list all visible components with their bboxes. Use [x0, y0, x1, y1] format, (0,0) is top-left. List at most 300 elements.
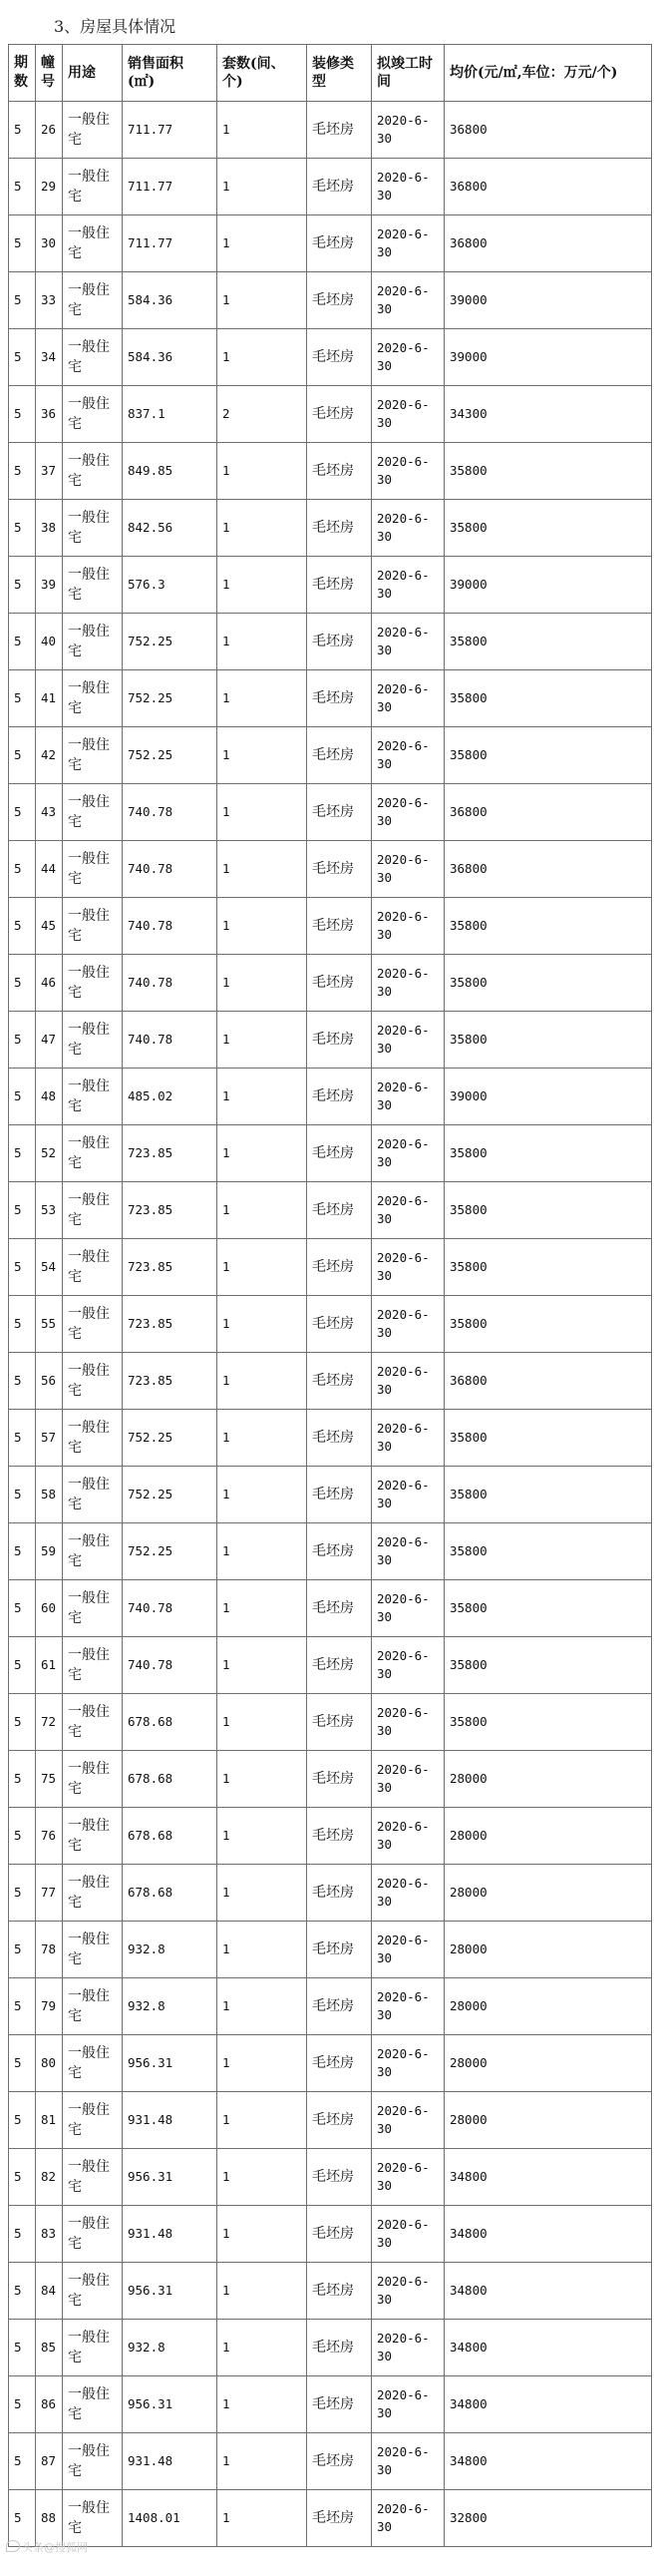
- finish-cell: 毛坯房: [307, 159, 372, 215]
- finish-cell: 毛坯房: [307, 215, 372, 272]
- phase-cell: 5: [9, 2490, 36, 2547]
- count-cell: 1: [217, 1069, 307, 1125]
- area-cell: 931.48: [123, 2092, 217, 2149]
- phase-cell: 5: [9, 2206, 36, 2263]
- price-cell: 35800: [445, 1523, 652, 1580]
- phase-cell: 5: [9, 1865, 36, 1922]
- price-cell: 35800: [445, 1467, 652, 1523]
- count-cell: 1: [217, 1694, 307, 1751]
- area-cell: 752.25: [123, 727, 217, 784]
- building-cell: 38: [36, 500, 63, 557]
- building-cell: 72: [36, 1694, 63, 1751]
- completion-cell: 2020-6-30: [372, 1182, 445, 1239]
- table-row: [9, 159, 652, 215]
- table-row: [9, 2092, 652, 2149]
- table-row: [9, 2206, 652, 2263]
- price-cell: 28000: [445, 1751, 652, 1808]
- price-cell: 34800: [445, 2149, 652, 2206]
- use-cell: 一般住宅: [63, 1922, 123, 1978]
- table-row: [9, 2320, 652, 2376]
- use-cell: 一般住宅: [63, 2263, 123, 2320]
- building-cell: 47: [36, 1012, 63, 1069]
- price-cell: 34800: [445, 2206, 652, 2263]
- use-cell: 一般住宅: [63, 272, 123, 329]
- phase-cell: 5: [9, 1296, 36, 1353]
- completion-cell: 2020-6-30: [372, 955, 445, 1012]
- phase-cell: 5: [9, 1637, 36, 1694]
- price-cell: 39000: [445, 272, 652, 329]
- building-cell: 88: [36, 2490, 63, 2547]
- completion-cell: 2020-6-30: [372, 2092, 445, 2149]
- table-row: [9, 215, 652, 272]
- use-cell: 一般住宅: [63, 2035, 123, 2092]
- table-row: [9, 1125, 652, 1182]
- finish-cell: 毛坯房: [307, 1637, 372, 1694]
- count-cell: 1: [217, 2433, 307, 2490]
- area-cell: 485.02: [123, 1069, 217, 1125]
- price-cell: 39000: [445, 329, 652, 386]
- building-cell: 85: [36, 2320, 63, 2376]
- phase-cell: 5: [9, 1353, 36, 1410]
- finish-cell: 毛坯房: [307, 2376, 372, 2433]
- completion-cell: 2020-6-30: [372, 386, 445, 443]
- building-cell: 80: [36, 2035, 63, 2092]
- completion-cell: 2020-6-30: [372, 1580, 445, 1637]
- count-cell: 1: [217, 443, 307, 500]
- building-cell: 46: [36, 955, 63, 1012]
- finish-cell: 毛坯房: [307, 841, 372, 898]
- price-cell: 28000: [445, 2035, 652, 2092]
- building-cell: 39: [36, 557, 63, 614]
- table-row: [9, 1467, 652, 1523]
- completion-cell: 2020-6-30: [372, 443, 445, 500]
- building-cell: 29: [36, 159, 63, 215]
- finish-cell: 毛坯房: [307, 1410, 372, 1467]
- phase-cell: 5: [9, 1069, 36, 1125]
- use-cell: 一般住宅: [63, 898, 123, 955]
- area-cell: 740.78: [123, 1580, 217, 1637]
- completion-cell: 2020-6-30: [372, 272, 445, 329]
- price-cell: 32800: [445, 2490, 652, 2547]
- table-row: [9, 557, 652, 614]
- count-cell: 1: [217, 898, 307, 955]
- price-cell: 36800: [445, 1353, 652, 1410]
- building-cell: 54: [36, 1239, 63, 1296]
- completion-cell: 2020-6-30: [372, 727, 445, 784]
- area-cell: 740.78: [123, 784, 217, 841]
- table-row: [9, 841, 652, 898]
- table-row: [9, 329, 652, 386]
- use-cell: 一般住宅: [63, 386, 123, 443]
- col-header-count: 套数(间、个): [217, 45, 307, 102]
- completion-cell: 2020-6-30: [372, 2490, 445, 2547]
- table-row: [9, 784, 652, 841]
- finish-cell: 毛坯房: [307, 1239, 372, 1296]
- completion-cell: 2020-6-30: [372, 2149, 445, 2206]
- building-cell: 56: [36, 1353, 63, 1410]
- table-body: [9, 102, 652, 2547]
- area-cell: 584.36: [123, 272, 217, 329]
- phase-cell: 5: [9, 1580, 36, 1637]
- price-cell: 34800: [445, 2376, 652, 2433]
- phase-cell: 5: [9, 386, 36, 443]
- area-cell: 576.3: [123, 557, 217, 614]
- price-cell: 36800: [445, 215, 652, 272]
- use-cell: 一般住宅: [63, 2320, 123, 2376]
- completion-cell: 2020-6-30: [372, 2433, 445, 2490]
- count-cell: 1: [217, 2320, 307, 2376]
- use-cell: 一般住宅: [63, 1694, 123, 1751]
- completion-cell: 2020-6-30: [372, 841, 445, 898]
- completion-cell: 2020-6-30: [372, 2376, 445, 2433]
- finish-cell: 毛坯房: [307, 1978, 372, 2035]
- price-cell: 35800: [445, 670, 652, 727]
- building-cell: 82: [36, 2149, 63, 2206]
- count-cell: 1: [217, 1808, 307, 1865]
- finish-cell: 毛坯房: [307, 1467, 372, 1523]
- use-cell: 一般住宅: [63, 727, 123, 784]
- count-cell: 1: [217, 1751, 307, 1808]
- count-cell: 1: [217, 727, 307, 784]
- count-cell: 1: [217, 2149, 307, 2206]
- area-cell: 956.31: [123, 2149, 217, 2206]
- area-cell: 678.68: [123, 1808, 217, 1865]
- price-cell: 36800: [445, 102, 652, 159]
- area-cell: 740.78: [123, 1012, 217, 1069]
- building-cell: 45: [36, 898, 63, 955]
- table-row: [9, 1751, 652, 1808]
- table-row: [9, 670, 652, 727]
- finish-cell: 毛坯房: [307, 1069, 372, 1125]
- phase-cell: 5: [9, 2433, 36, 2490]
- area-cell: 740.78: [123, 955, 217, 1012]
- count-cell: 1: [217, 841, 307, 898]
- finish-cell: 毛坯房: [307, 1922, 372, 1978]
- count-cell: 1: [217, 1410, 307, 1467]
- count-cell: 1: [217, 272, 307, 329]
- price-cell: 35800: [445, 898, 652, 955]
- phase-cell: 5: [9, 614, 36, 670]
- area-cell: 740.78: [123, 841, 217, 898]
- table-row: [9, 2263, 652, 2320]
- table-row: [9, 1978, 652, 2035]
- completion-cell: 2020-6-30: [372, 898, 445, 955]
- area-cell: 723.85: [123, 1353, 217, 1410]
- table-row: [9, 1637, 652, 1694]
- table-row: [9, 2149, 652, 2206]
- building-cell: 36: [36, 386, 63, 443]
- use-cell: 一般住宅: [63, 2433, 123, 2490]
- phase-cell: 5: [9, 2149, 36, 2206]
- completion-cell: 2020-6-30: [372, 1410, 445, 1467]
- use-cell: 一般住宅: [63, 2092, 123, 2149]
- phase-cell: 5: [9, 2320, 36, 2376]
- table-row: [9, 1865, 652, 1922]
- area-cell: 723.85: [123, 1125, 217, 1182]
- area-cell: 678.68: [123, 1694, 217, 1751]
- building-cell: 81: [36, 2092, 63, 2149]
- completion-cell: 2020-6-30: [372, 2206, 445, 2263]
- finish-cell: 毛坯房: [307, 614, 372, 670]
- area-cell: 584.36: [123, 329, 217, 386]
- finish-cell: 毛坯房: [307, 1296, 372, 1353]
- price-cell: 36800: [445, 159, 652, 215]
- price-cell: 34800: [445, 2433, 652, 2490]
- phase-cell: 5: [9, 443, 36, 500]
- finish-cell: 毛坯房: [307, 1694, 372, 1751]
- phase-cell: 5: [9, 841, 36, 898]
- completion-cell: 2020-6-30: [372, 1069, 445, 1125]
- use-cell: 一般住宅: [63, 2149, 123, 2206]
- count-cell: 1: [217, 2490, 307, 2547]
- use-cell: 一般住宅: [63, 1865, 123, 1922]
- completion-cell: 2020-6-30: [372, 1353, 445, 1410]
- phase-cell: 5: [9, 1694, 36, 1751]
- finish-cell: 毛坯房: [307, 1751, 372, 1808]
- area-cell: 752.25: [123, 1467, 217, 1523]
- table-row: [9, 1580, 652, 1637]
- completion-cell: 2020-6-30: [372, 1694, 445, 1751]
- completion-cell: 2020-6-30: [372, 2035, 445, 2092]
- finish-cell: 毛坯房: [307, 557, 372, 614]
- table-row: [9, 500, 652, 557]
- finish-cell: 毛坯房: [307, 1808, 372, 1865]
- price-cell: 35800: [445, 1182, 652, 1239]
- phase-cell: 5: [9, 670, 36, 727]
- building-cell: 26: [36, 102, 63, 159]
- table-row: [9, 1353, 652, 1410]
- count-cell: 1: [217, 1580, 307, 1637]
- use-cell: 一般住宅: [63, 2376, 123, 2433]
- finish-cell: 毛坯房: [307, 1865, 372, 1922]
- completion-cell: 2020-6-30: [372, 1637, 445, 1694]
- area-cell: 723.85: [123, 1182, 217, 1239]
- completion-cell: 2020-6-30: [372, 1296, 445, 1353]
- price-cell: 35800: [445, 1694, 652, 1751]
- price-cell: 34800: [445, 2263, 652, 2320]
- area-cell: 837.1: [123, 386, 217, 443]
- count-cell: 1: [217, 1182, 307, 1239]
- count-cell: 1: [217, 614, 307, 670]
- table-row: [9, 955, 652, 1012]
- completion-cell: 2020-6-30: [372, 1808, 445, 1865]
- price-cell: 35800: [445, 1012, 652, 1069]
- completion-cell: 2020-6-30: [372, 1978, 445, 2035]
- use-cell: 一般住宅: [63, 443, 123, 500]
- area-cell: 752.25: [123, 1410, 217, 1467]
- use-cell: 一般住宅: [63, 670, 123, 727]
- col-header-building: 幢号: [36, 45, 63, 102]
- price-cell: 35800: [445, 443, 652, 500]
- price-cell: 28000: [445, 1978, 652, 2035]
- use-cell: 一般住宅: [63, 1580, 123, 1637]
- area-cell: 849.85: [123, 443, 217, 500]
- completion-cell: 2020-6-30: [372, 1751, 445, 1808]
- col-header-price: 均价(元/㎡,车位：万元/个): [445, 45, 652, 102]
- building-cell: 79: [36, 1978, 63, 2035]
- count-cell: 1: [217, 102, 307, 159]
- count-cell: 1: [217, 784, 307, 841]
- phase-cell: 5: [9, 2092, 36, 2149]
- count-cell: 1: [217, 1922, 307, 1978]
- finish-cell: 毛坯房: [307, 272, 372, 329]
- use-cell: 一般住宅: [63, 1239, 123, 1296]
- phase-cell: 5: [9, 272, 36, 329]
- price-cell: 35800: [445, 955, 652, 1012]
- count-cell: 1: [217, 2206, 307, 2263]
- finish-cell: 毛坯房: [307, 2206, 372, 2263]
- section-heading: 3、房屋具体情况: [54, 17, 176, 36]
- building-cell: 76: [36, 1808, 63, 1865]
- price-cell: 28000: [445, 1865, 652, 1922]
- building-cell: 53: [36, 1182, 63, 1239]
- area-cell: 740.78: [123, 1637, 217, 1694]
- area-cell: 956.31: [123, 2035, 217, 2092]
- price-cell: 35800: [445, 1296, 652, 1353]
- count-cell: 1: [217, 1865, 307, 1922]
- use-cell: 一般住宅: [63, 955, 123, 1012]
- building-cell: 34: [36, 329, 63, 386]
- price-cell: 28000: [445, 2092, 652, 2149]
- completion-cell: 2020-6-30: [372, 500, 445, 557]
- table-row: [9, 1069, 652, 1125]
- building-cell: 40: [36, 614, 63, 670]
- completion-cell: 2020-6-30: [372, 102, 445, 159]
- use-cell: 一般住宅: [63, 1296, 123, 1353]
- price-cell: 35800: [445, 1239, 652, 1296]
- price-cell: 28000: [445, 1808, 652, 1865]
- building-cell: 37: [36, 443, 63, 500]
- phase-cell: 5: [9, 557, 36, 614]
- col-header-phase: 期数: [9, 45, 36, 102]
- building-cell: 78: [36, 1922, 63, 1978]
- completion-cell: 2020-6-30: [372, 784, 445, 841]
- phase-cell: 5: [9, 898, 36, 955]
- completion-cell: 2020-6-30: [372, 1922, 445, 1978]
- col-header-completion: 拟竣工时间: [372, 45, 445, 102]
- phase-cell: 5: [9, 1012, 36, 1069]
- finish-cell: 毛坯房: [307, 955, 372, 1012]
- col-header-use: 用途: [63, 45, 123, 102]
- phase-cell: 5: [9, 1467, 36, 1523]
- completion-cell: 2020-6-30: [372, 159, 445, 215]
- use-cell: 一般住宅: [63, 102, 123, 159]
- table-row: [9, 1296, 652, 1353]
- use-cell: 一般住宅: [63, 1182, 123, 1239]
- completion-cell: 2020-6-30: [372, 670, 445, 727]
- table-row: [9, 102, 652, 159]
- phase-cell: 5: [9, 2263, 36, 2320]
- count-cell: 1: [217, 159, 307, 215]
- building-cell: 30: [36, 215, 63, 272]
- phase-cell: 5: [9, 500, 36, 557]
- phase-cell: 5: [9, 1922, 36, 1978]
- area-cell: 1408.01: [123, 2490, 217, 2547]
- building-cell: 87: [36, 2433, 63, 2490]
- table-row: [9, 443, 652, 500]
- completion-cell: 2020-6-30: [372, 2320, 445, 2376]
- table-row: [9, 1012, 652, 1069]
- price-cell: 34800: [445, 2320, 652, 2376]
- price-cell: 34300: [445, 386, 652, 443]
- count-cell: 1: [217, 1523, 307, 1580]
- table-row: [9, 727, 652, 784]
- finish-cell: 毛坯房: [307, 386, 372, 443]
- use-cell: 一般住宅: [63, 1012, 123, 1069]
- table-row: [9, 898, 652, 955]
- finish-cell: 毛坯房: [307, 329, 372, 386]
- building-cell: 84: [36, 2263, 63, 2320]
- area-cell: 711.77: [123, 159, 217, 215]
- finish-cell: 毛坯房: [307, 2149, 372, 2206]
- price-cell: 35800: [445, 1580, 652, 1637]
- finish-cell: 毛坯房: [307, 1353, 372, 1410]
- price-cell: 35800: [445, 1410, 652, 1467]
- building-cell: 42: [36, 727, 63, 784]
- completion-cell: 2020-6-30: [372, 1523, 445, 1580]
- table-row: [9, 1182, 652, 1239]
- phase-cell: 5: [9, 1751, 36, 1808]
- phase-cell: 5: [9, 1410, 36, 1467]
- area-cell: 678.68: [123, 1751, 217, 1808]
- area-cell: 956.31: [123, 2376, 217, 2433]
- completion-cell: 2020-6-30: [372, 557, 445, 614]
- use-cell: 一般住宅: [63, 784, 123, 841]
- building-cell: 48: [36, 1069, 63, 1125]
- table-row: [9, 1523, 652, 1580]
- use-cell: 一般住宅: [63, 215, 123, 272]
- phase-cell: 5: [9, 1182, 36, 1239]
- phase-cell: 5: [9, 1808, 36, 1865]
- building-cell: 44: [36, 841, 63, 898]
- count-cell: 1: [217, 1637, 307, 1694]
- table-row: [9, 2035, 652, 2092]
- building-cell: 52: [36, 1125, 63, 1182]
- phase-cell: 5: [9, 727, 36, 784]
- count-cell: 1: [217, 329, 307, 386]
- use-cell: 一般住宅: [63, 1523, 123, 1580]
- table-row: [9, 1808, 652, 1865]
- completion-cell: 2020-6-30: [372, 1012, 445, 1069]
- area-cell: 931.48: [123, 2433, 217, 2490]
- area-cell: 956.31: [123, 2263, 217, 2320]
- area-cell: 752.25: [123, 1523, 217, 1580]
- building-cell: 83: [36, 2206, 63, 2263]
- use-cell: 一般住宅: [63, 1637, 123, 1694]
- use-cell: 一般住宅: [63, 614, 123, 670]
- table-header-row: [9, 45, 652, 102]
- use-cell: 一般住宅: [63, 1751, 123, 1808]
- housing-units-table: [8, 44, 652, 2547]
- table-row: [9, 1922, 652, 1978]
- finish-cell: 毛坯房: [307, 1125, 372, 1182]
- count-cell: 1: [217, 1978, 307, 2035]
- count-cell: 1: [217, 1125, 307, 1182]
- count-cell: 1: [217, 2035, 307, 2092]
- count-cell: 2: [217, 386, 307, 443]
- price-cell: 35800: [445, 614, 652, 670]
- area-cell: 711.77: [123, 215, 217, 272]
- building-cell: 58: [36, 1467, 63, 1523]
- use-cell: 一般住宅: [63, 1808, 123, 1865]
- completion-cell: 2020-6-30: [372, 1467, 445, 1523]
- finish-cell: 毛坯房: [307, 2263, 372, 2320]
- count-cell: 1: [217, 215, 307, 272]
- finish-cell: 毛坯房: [307, 2035, 372, 2092]
- phase-cell: 5: [9, 329, 36, 386]
- building-cell: 41: [36, 670, 63, 727]
- table-row: [9, 2376, 652, 2433]
